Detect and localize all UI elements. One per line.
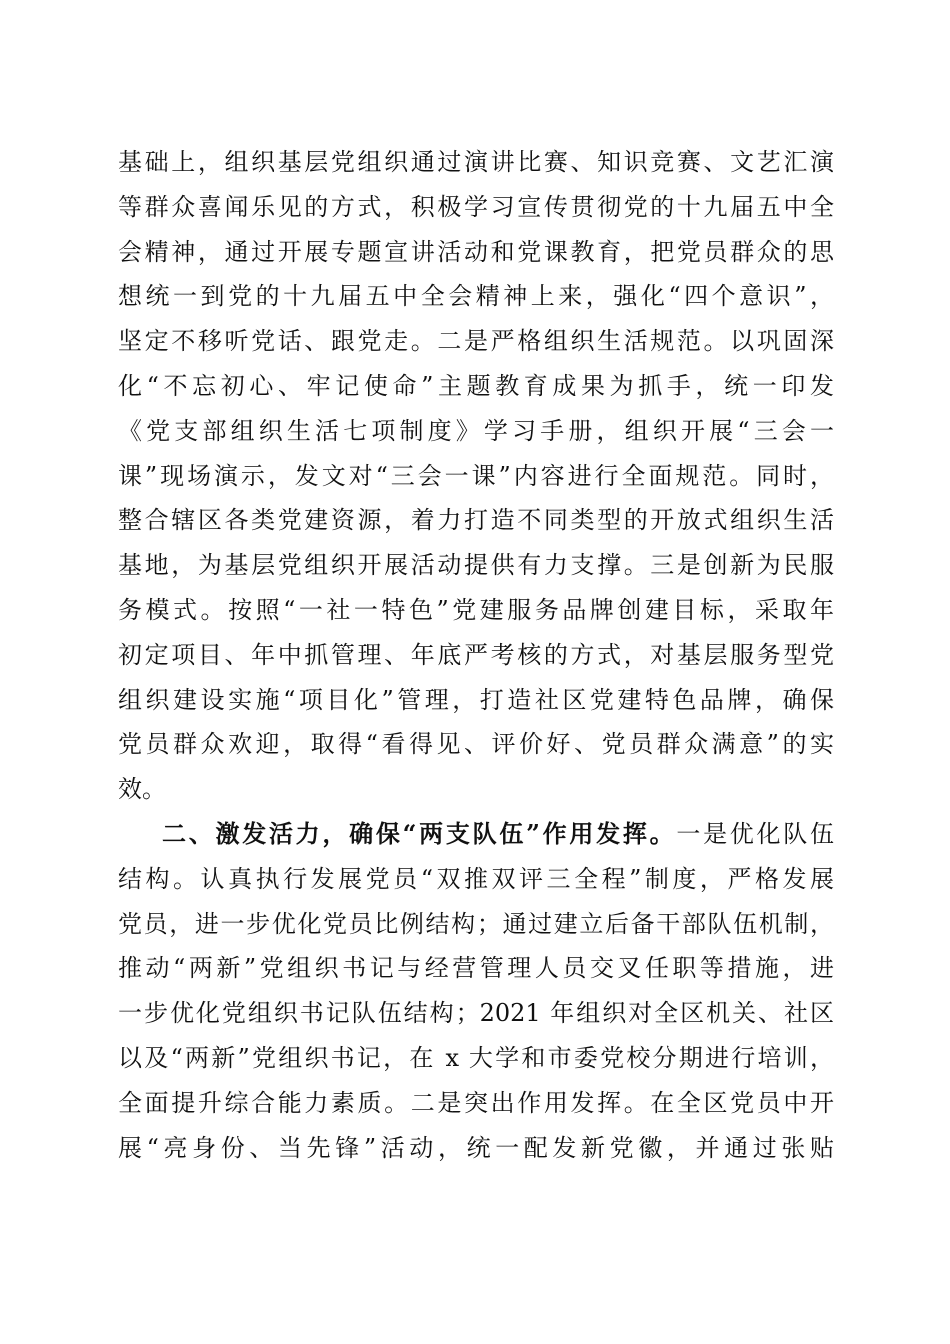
text-line: 整合辖区各类党建资源，着力打造不同类型的开放式组织生活 — [118, 506, 834, 535]
text-line: 想统一到党的十九届五中全会精神上来，强化“四个意识”， — [118, 282, 834, 311]
text-line: 展“亮身份、当先锋”活动，统一配发新党徽，并通过张贴 — [118, 1133, 834, 1162]
paragraph-2 — [118, 812, 834, 1170]
paragraph-first-line — [118, 812, 834, 857]
section-heading: 二、激发活力，确保“两支队伍”作用发挥。 — [162, 818, 677, 848]
text-line: 《党支部组织生活七项制度》学习手册，组织开展“三会一 — [118, 416, 834, 445]
text-line: 全面提升综合能力素质。二是突出作用发挥。在全区党员中开 — [118, 1088, 834, 1117]
text-line: 一步优化党组织书记队伍结构；2021 年组织对全区机关、社区 — [118, 999, 834, 1028]
text-line: 组织建设实施“项目化”管理，打造社区党建特色品牌，确保 — [118, 685, 834, 714]
text-line: 党员群众欢迎，取得“看得见、评价好、党员群众满意”的实 — [118, 730, 834, 759]
text-line: 效。 — [118, 775, 166, 804]
text-line: 基础上，组织基层党组织通过演讲比赛、知识竞赛、文艺汇演 — [118, 148, 834, 176]
text-line: 党员，进一步优化党员比例结构；通过建立后备干部队伍机制， — [118, 909, 834, 938]
text-line: 化“不忘初心、牢记使命”主题教育成果为抓手，统一印发 — [118, 371, 834, 400]
document-body — [118, 140, 834, 1170]
heading-continuation: 一是优化队伍 — [676, 819, 835, 848]
text-line: 坚定不移听党话、跟党走。二是严格组织生活规范。以巩固深 — [118, 327, 834, 356]
text-line: 结构。认真执行发展党员“双推双评三全程”制度，严格发展 — [118, 864, 834, 893]
text-line: 初定项目、年中抓管理、年底严考核的方式，对基层服务型党 — [118, 640, 834, 669]
paragraph-1 — [118, 140, 834, 812]
text-line: 基地，为基层党组织开展活动提供有力支撑。三是创新为民服 — [118, 551, 834, 580]
text-line: 务模式。按照“一社一特色”党建服务品牌创建目标，采取年 — [118, 595, 834, 624]
text-line: 课”现场演示，发文对“三会一课”内容进行全面规范。同时， — [118, 461, 834, 490]
text-line: 等群众喜闻乐见的方式，积极学习宣传贯彻党的十九届五中全 — [118, 192, 834, 221]
text-line: 以及“两新”党组织书记，在 x 大学和市委党校分期进行培训， — [118, 1043, 834, 1072]
text-line: 推动“两新”党组织书记与经营管理人员交叉任职等措施，进 — [118, 954, 834, 983]
text-line: 会精神，通过开展专题宣讲活动和党课教育，把党员群众的思 — [118, 237, 834, 266]
